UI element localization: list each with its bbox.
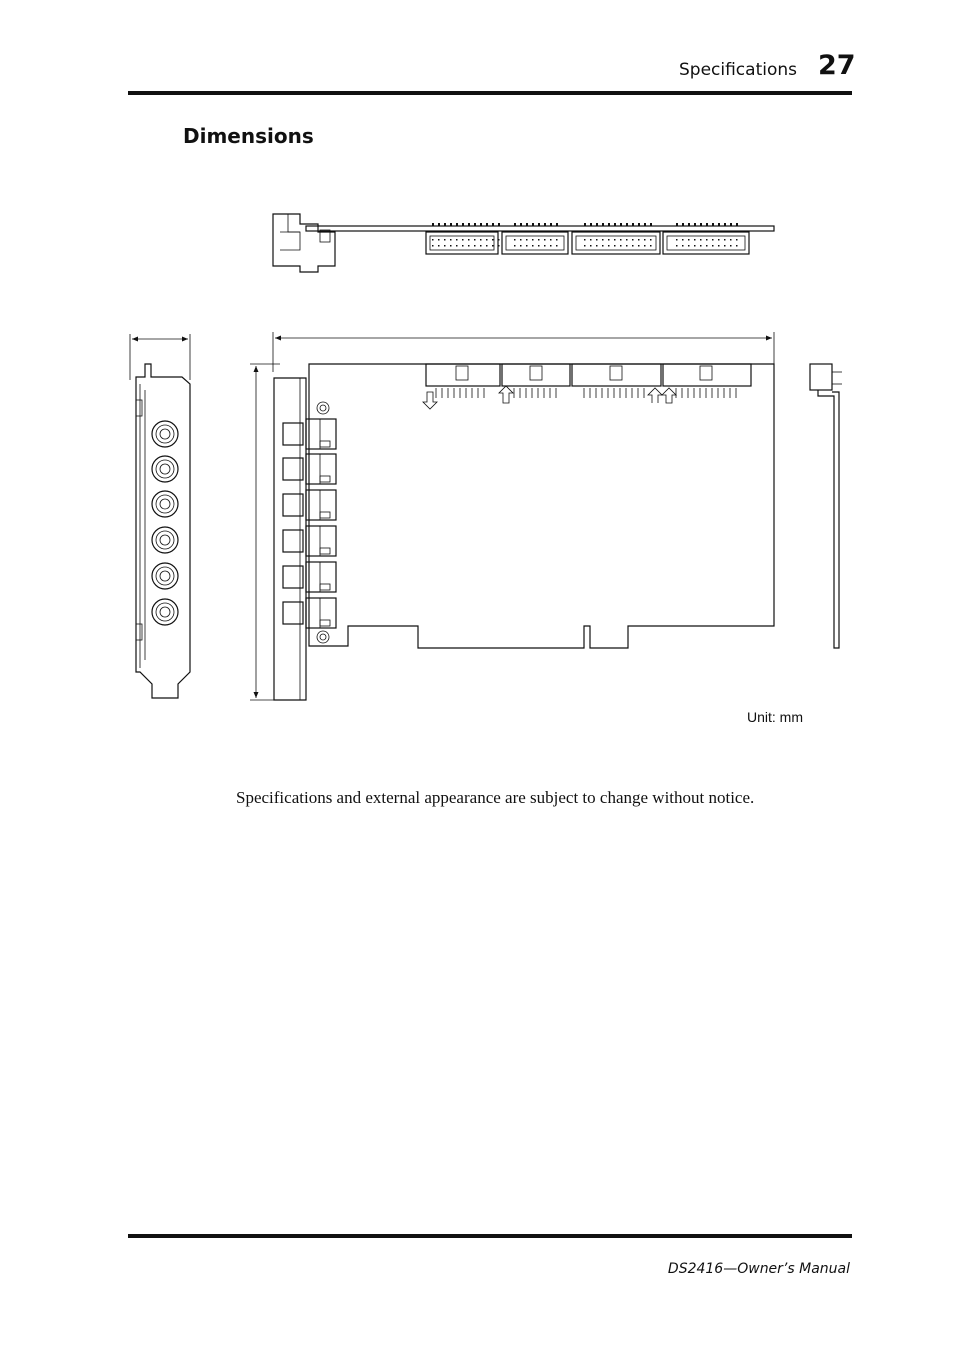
top-view [273,214,774,272]
bracket-view [130,334,190,698]
footer-rule [128,1234,852,1238]
notice-text: Specifications and external appearance are subject to change without notice. [236,788,755,807]
side-view [810,364,842,648]
footer-manual-title: DS2416—Owner’s Manual [667,1261,850,1277]
board-view [250,332,774,700]
unit-label: Unit: mm [747,709,803,725]
running-header-section: Specifications [678,60,797,80]
page-number: 27 [818,50,856,81]
section-title: Dimensions [183,124,314,148]
